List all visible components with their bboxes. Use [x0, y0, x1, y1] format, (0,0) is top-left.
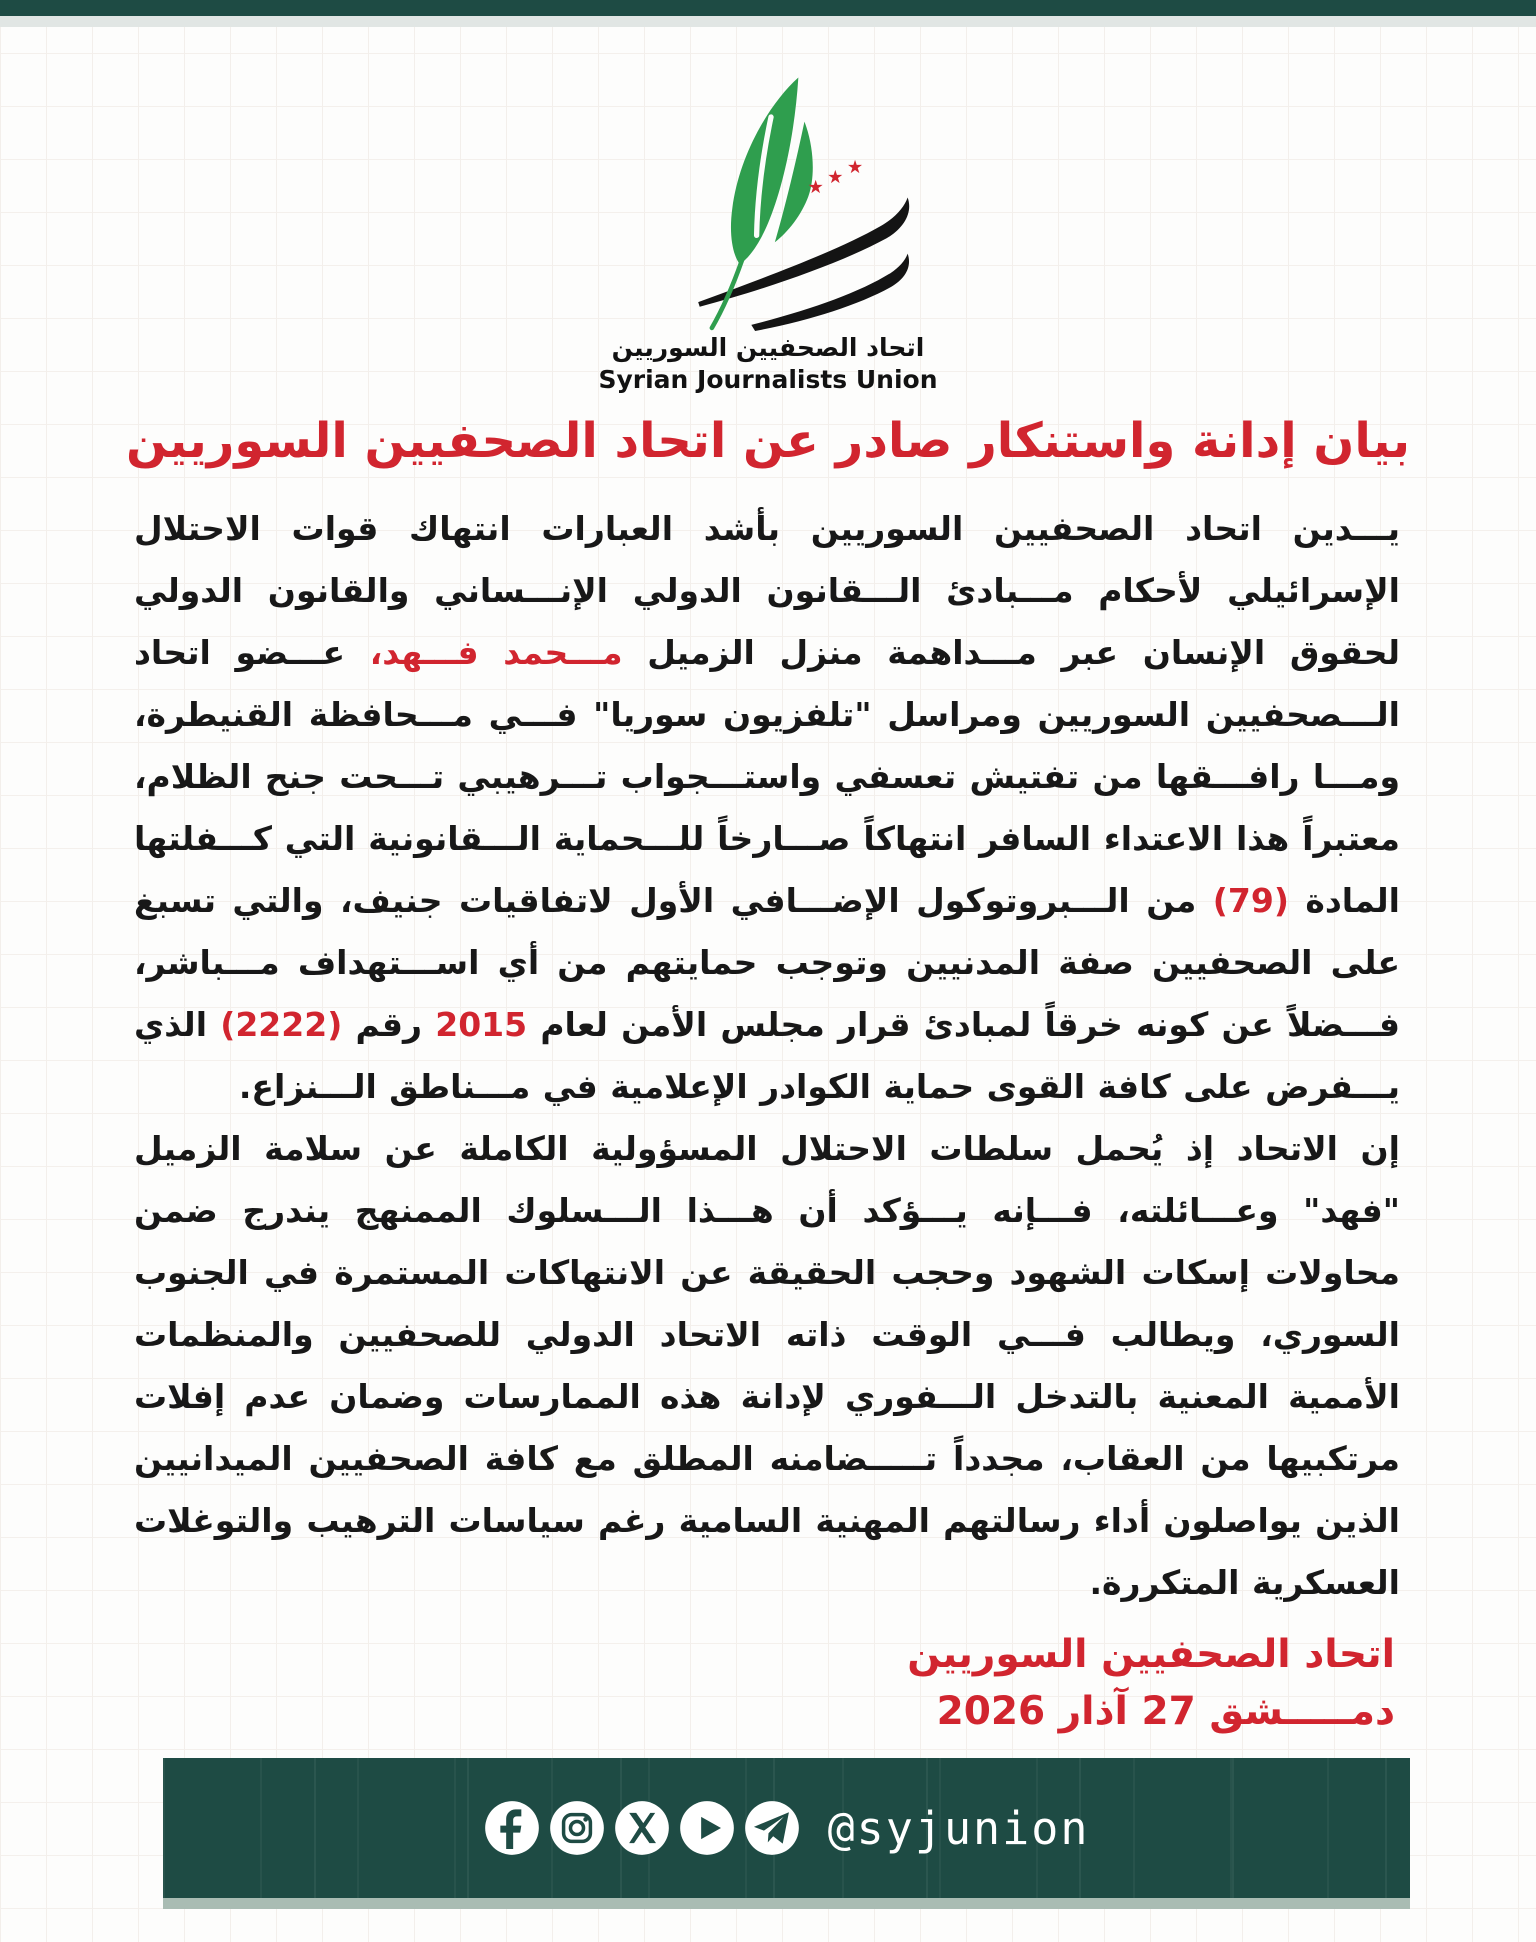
social-icons-row	[484, 1800, 800, 1856]
statement-text: الذي يـــفرض على كافة القوى حماية الكوادر الإعلامية في مـــناطق الـــنزاع.	[134, 1005, 1400, 1106]
statement-text: رقم	[342, 1005, 436, 1044]
top-accent-strip	[0, 16, 1536, 27]
swoosh-graphic	[698, 197, 909, 331]
svg-text:★: ★	[846, 157, 864, 179]
footer	[163, 1758, 1410, 1909]
red-highlight-text: (2222)	[220, 1005, 343, 1044]
signature-organization: اتحاد الصحفيين السوريين	[907, 1632, 1395, 1677]
x-icon[interactable]	[614, 1800, 670, 1856]
stars-graphic	[807, 157, 863, 198]
feather-graphic	[731, 78, 813, 265]
top-accent-bar	[0, 0, 1536, 16]
facebook-icon[interactable]	[484, 1800, 540, 1856]
statement-text: إن الاتحاد إذ يُحمل سلطات الاحتلال المسؤولية الكاملة عن سلامة الزميل "فهد" وعـــائلته، فـــإنه يـــؤكد أن هـــذا الـــسلوك الممنهج يندرج ضمن محاولات إسكات الشهود وحجب الحقيقة عن الانتهاكات المستمرة في الجنوب السوري، ويطالب فـــي الوقت ذاته الاتحاد الدولي للصحفيين والمنظمات الأممية المعنية بالتدخل الـــفوري لإدانة هذه الممارسات وضمان عدم إفلات مرتكبيها من العقاب، مجدداً تـــــضامنه المطلق مع كافة الصحفيين الميدانيين الذين يواصلون أداء رسالتهم المهنية السامية رغم سياسات الترهيب والتوغلات العسكرية المتكررة.	[134, 1129, 1400, 1602]
svg-text:★: ★	[827, 167, 844, 189]
social-handle[interactable]: @syjunion	[827, 1801, 1090, 1855]
red-highlight-text: مـــحمد فـــهد،	[369, 633, 623, 672]
youtube-icon[interactable]	[679, 1800, 735, 1856]
signature-place-date: دمـــــشق 27 آذار 2026	[936, 1689, 1395, 1734]
logo-arabic-name: اتحاد الصحفيين السوريين	[611, 333, 925, 362]
statement-body	[134, 498, 1400, 1614]
instagram-icon[interactable]	[549, 1800, 605, 1856]
statement-paragraph-2	[134, 1118, 1400, 1614]
union-logo-block	[0, 73, 1536, 394]
statement-paragraph-1	[134, 498, 1400, 1118]
footer-accent-strip	[163, 1898, 1410, 1909]
statement-text: عـــضو اتحاد الـــصحفيين السوريين ومراسل "تلفزيون سوريا" فـــي مـــحافظة القنيطرة، ومـــا رافـــقها من تفتيش تعسفي واستـــجواب تـــرهيبي تـــحت جنح الظلام، معتبراً هذا الاعتداء السافر انتهاكاً صـــارخاً للـــحماية الـــقانونية التي كـــفلتها المادة	[134, 633, 1400, 920]
footer-bar	[163, 1758, 1410, 1898]
svg-text:★: ★	[807, 176, 824, 198]
statement-text: من الـــبروتوكول الإضـــافي الأول لاتفاقيات جنيف، والتي تسبغ على الصحفيين صفة المدنيين وتوجب حمايتهم من أي اســـتهداف مـــباشر، فـــضلاً عن كونه خرقاً لمبادئ قرار مجلس الأمن لعام	[134, 881, 1400, 1044]
telegram-icon[interactable]	[744, 1800, 800, 1856]
statement-headline: بيان إدانة واستنكار صادر عن اتحاد الصحفيين السوريين	[125, 413, 1411, 469]
red-highlight-text: (79)	[1212, 881, 1289, 920]
logo-english-name: Syrian Journalists Union	[598, 365, 938, 394]
signature-block	[907, 1626, 1395, 1740]
union-logo	[567, 73, 969, 331]
statement-text: يـــدين اتحاد الصحفيين السوريين بأشد العبارات انتهاك قوات الاحتلال الإسرائيلي لأحكام مـــبادئ الـــقانون الدولي الإنـــساني والقانون الدولي لحقوق الإنسان عبر مـــداهمة منزل الزميل	[134, 509, 1400, 672]
red-highlight-text: 2015	[435, 1005, 528, 1044]
